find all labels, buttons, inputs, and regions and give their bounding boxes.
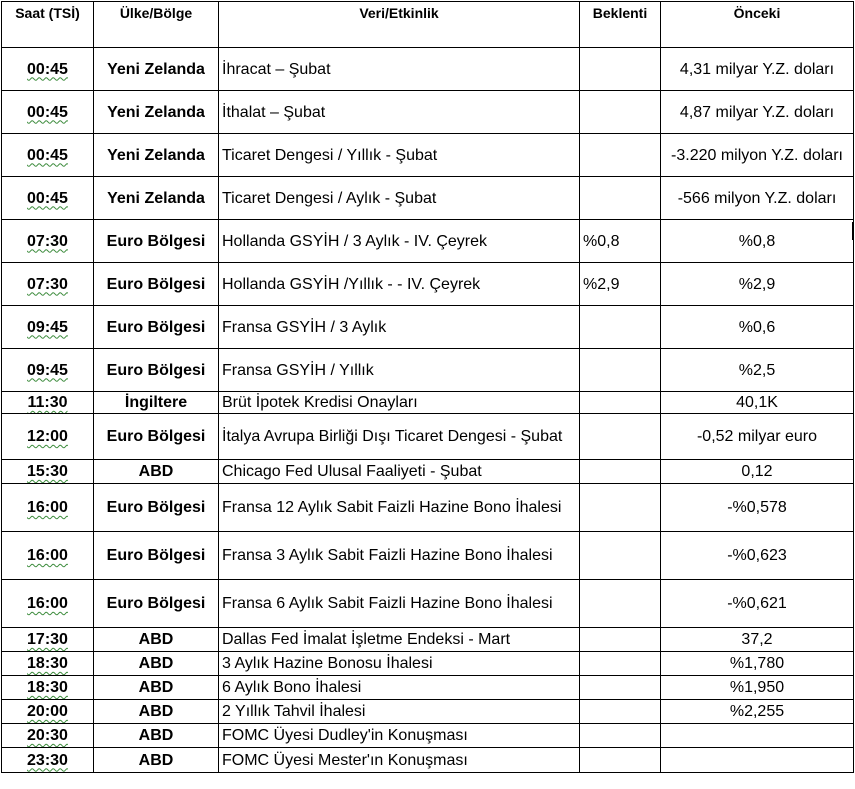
header-row: [2, 2, 854, 48]
country-cell: Euro Bölgesi: [94, 349, 219, 392]
time-cell: 07:30: [2, 263, 94, 306]
header-country: Ülke/Bölge: [94, 2, 219, 48]
time-cell: 00:45: [2, 177, 94, 220]
previous-cell: %1,780: [661, 652, 854, 676]
time-cell: 00:45: [2, 91, 94, 134]
table-row: [2, 220, 854, 263]
previous-cell: 40,1K: [661, 392, 854, 414]
expected-cell: [580, 748, 661, 773]
event-cell: Brüt İpotek Kredisi Onayları: [219, 392, 580, 414]
event-cell: Fransa 6 Aylık Sabit Faizli Hazine Bono İhalesi: [219, 580, 580, 628]
expected-cell: [580, 134, 661, 177]
previous-cell: -566 milyon Y.Z. doları: [661, 177, 854, 220]
event-cell: Dallas Fed İmalat İşletme Endeksi - Mart: [219, 628, 580, 652]
time-cell: 09:45: [2, 306, 94, 349]
previous-cell: -0,52 milyar euro: [661, 414, 854, 460]
previous-cell: %2,255: [661, 700, 854, 724]
expected-cell: %0,8: [580, 220, 661, 263]
event-cell: Ticaret Dengesi / Yıllık - Şubat: [219, 134, 580, 177]
previous-cell: -%0,621: [661, 580, 854, 628]
expected-cell: [580, 700, 661, 724]
expected-cell: [580, 48, 661, 91]
previous-cell: %0,8: [661, 220, 854, 263]
country-cell: Euro Bölgesi: [94, 306, 219, 349]
table-body: [2, 48, 854, 773]
country-cell: Yeni Zelanda: [94, 48, 219, 91]
table-row: [2, 177, 854, 220]
previous-cell: -%0,623: [661, 532, 854, 580]
country-cell: ABD: [94, 652, 219, 676]
time-cell: 00:45: [2, 48, 94, 91]
expected-cell: [580, 306, 661, 349]
previous-cell: 0,12: [661, 460, 854, 484]
expected-cell: [580, 484, 661, 532]
expected-cell: [580, 414, 661, 460]
time-cell: 23:30: [2, 748, 94, 773]
time-cell: 17:30: [2, 628, 94, 652]
country-cell: ABD: [94, 748, 219, 773]
event-cell: FOMC Üyesi Dudley'in Konuşması: [219, 724, 580, 748]
time-cell: 18:30: [2, 652, 94, 676]
previous-cell: -3.220 milyon Y.Z. doları: [661, 134, 854, 177]
event-cell: 6 Aylık Bono İhalesi: [219, 676, 580, 700]
table-row: [2, 48, 854, 91]
time-cell: 16:00: [2, 580, 94, 628]
event-cell: İhracat – Şubat: [219, 48, 580, 91]
table-row: [2, 580, 854, 628]
text-cursor: [852, 222, 854, 240]
time-cell: 18:30: [2, 676, 94, 700]
event-cell: 3 Aylık Hazine Bonosu İhalesi: [219, 652, 580, 676]
expected-cell: [580, 91, 661, 134]
expected-cell: [580, 532, 661, 580]
country-cell: Yeni Zelanda: [94, 91, 219, 134]
time-cell: 20:30: [2, 724, 94, 748]
table-row: [2, 676, 854, 700]
previous-cell: 37,2: [661, 628, 854, 652]
table-row: [2, 748, 854, 773]
country-cell: Euro Bölgesi: [94, 532, 219, 580]
expected-cell: [580, 349, 661, 392]
time-cell: 09:45: [2, 349, 94, 392]
country-cell: ABD: [94, 628, 219, 652]
country-cell: Euro Bölgesi: [94, 484, 219, 532]
time-cell: 15:30: [2, 460, 94, 484]
table-row: [2, 134, 854, 177]
table-row: [2, 652, 854, 676]
table-row: [2, 724, 854, 748]
country-cell: İngiltere: [94, 392, 219, 414]
previous-cell: 4,31 milyar Y.Z. doları: [661, 48, 854, 91]
previous-cell: 4,87 milyar Y.Z. doları: [661, 91, 854, 134]
country-cell: Euro Bölgesi: [94, 580, 219, 628]
table-row: [2, 349, 854, 392]
country-cell: Yeni Zelanda: [94, 134, 219, 177]
header-previous: Önceki: [661, 2, 854, 48]
country-cell: Euro Bölgesi: [94, 220, 219, 263]
time-cell: 07:30: [2, 220, 94, 263]
table-row: [2, 414, 854, 460]
expected-cell: %2,9: [580, 263, 661, 306]
table-row: [2, 532, 854, 580]
expected-cell: [580, 460, 661, 484]
table-row: [2, 700, 854, 724]
country-cell: ABD: [94, 460, 219, 484]
event-cell: Fransa 12 Aylık Sabit Faizli Hazine Bono İhalesi: [219, 484, 580, 532]
time-cell: 16:00: [2, 532, 94, 580]
table-row: [2, 306, 854, 349]
previous-cell: -%0,578: [661, 484, 854, 532]
event-cell: 2 Yıllık Tahvil İhalesi: [219, 700, 580, 724]
expected-cell: [580, 676, 661, 700]
country-cell: ABD: [94, 724, 219, 748]
header-time: Saat (TSİ): [2, 2, 94, 48]
event-cell: İthalat – Şubat: [219, 91, 580, 134]
header-event: Veri/Etkinlik: [219, 2, 580, 48]
event-cell: Chicago Fed Ulusal Faaliyeti - Şubat: [219, 460, 580, 484]
table-row: [2, 628, 854, 652]
event-cell: Ticaret Dengesi / Aylık - Şubat: [219, 177, 580, 220]
country-cell: Euro Bölgesi: [94, 263, 219, 306]
expected-cell: [580, 628, 661, 652]
header-expected: Beklenti: [580, 2, 661, 48]
event-cell: İtalya Avrupa Birliği Dışı Ticaret Dengesi - Şubat: [219, 414, 580, 460]
table-row: [2, 460, 854, 484]
expected-cell: [580, 392, 661, 414]
previous-cell: %0,6: [661, 306, 854, 349]
time-cell: 20:00: [2, 700, 94, 724]
time-cell: 16:00: [2, 484, 94, 532]
previous-cell: %1,950: [661, 676, 854, 700]
event-cell: Hollanda GSYİH /Yıllık - - IV. Çeyrek: [219, 263, 580, 306]
expected-cell: [580, 652, 661, 676]
table-row: [2, 263, 854, 306]
country-cell: Euro Bölgesi: [94, 414, 219, 460]
previous-cell: [661, 748, 854, 773]
event-cell: FOMC Üyesi Mester'ın Konuşması: [219, 748, 580, 773]
time-cell: 00:45: [2, 134, 94, 177]
previous-cell: [661, 724, 854, 748]
previous-cell: %2,5: [661, 349, 854, 392]
time-cell: 12:00: [2, 414, 94, 460]
country-cell: ABD: [94, 700, 219, 724]
expected-cell: [580, 177, 661, 220]
table-row: [2, 91, 854, 134]
country-cell: Yeni Zelanda: [94, 177, 219, 220]
expected-cell: [580, 580, 661, 628]
event-cell: Fransa GSYİH / 3 Aylık: [219, 306, 580, 349]
event-cell: Fransa GSYİH / Yıllık: [219, 349, 580, 392]
event-cell: Fransa 3 Aylık Sabit Faizli Hazine Bono İhalesi: [219, 532, 580, 580]
expected-cell: [580, 724, 661, 748]
country-cell: ABD: [94, 676, 219, 700]
economic-calendar-table: [1, 1, 854, 773]
table-row: [2, 392, 854, 414]
time-cell: 11:30: [2, 392, 94, 414]
previous-cell: %2,9: [661, 263, 854, 306]
event-cell: Hollanda GSYİH / 3 Aylık - IV. Çeyrek: [219, 220, 580, 263]
table-row: [2, 484, 854, 532]
